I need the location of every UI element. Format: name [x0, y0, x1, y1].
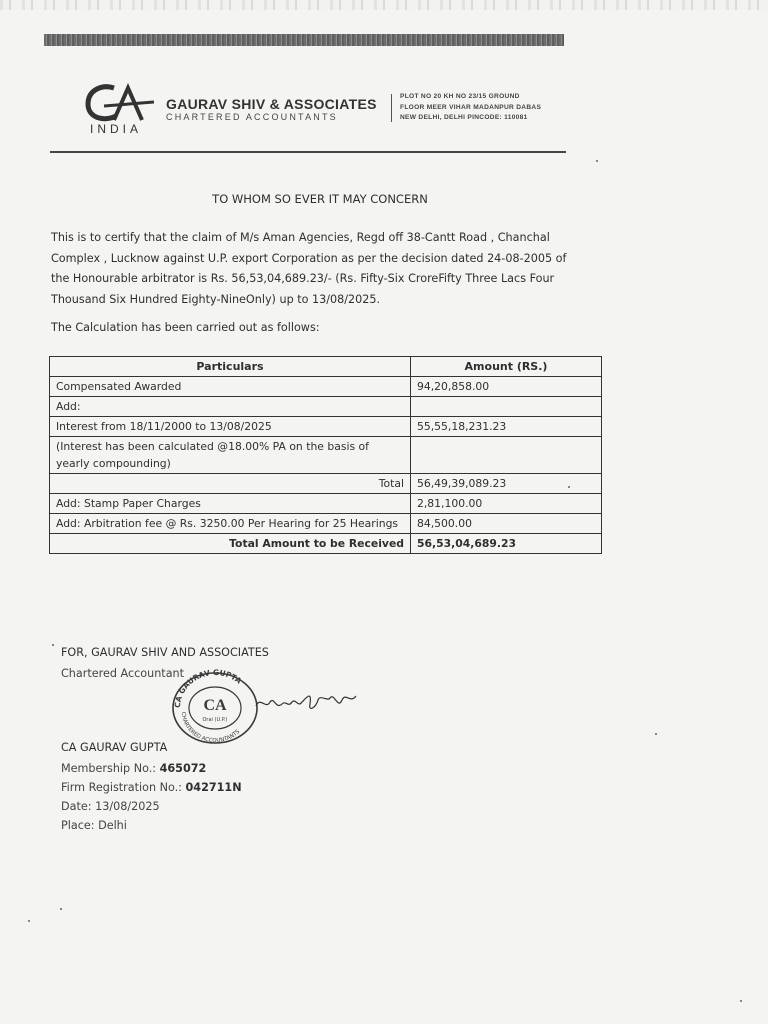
membership-number: 465072	[159, 762, 207, 775]
cell-particular: (Interest has been calculated @18.00% PA on the basis of yearly compounding)	[50, 437, 411, 474]
cell-amount: 56,53,04,689.23	[411, 534, 602, 554]
membership-label: Membership No.:	[61, 762, 157, 775]
address-line: PLOT NO 20 KH NO 23/15 GROUND	[400, 93, 520, 100]
firm-registration-line	[61, 781, 242, 794]
date-value: 13/08/2025	[95, 800, 160, 813]
table-row	[50, 397, 602, 417]
scan-speck	[52, 644, 54, 646]
header-rule	[50, 151, 566, 153]
logo-india-text: INDIA	[90, 122, 143, 136]
letterhead-divider	[391, 94, 392, 122]
scan-speck	[28, 920, 30, 922]
scan-speck	[60, 908, 62, 910]
firm-seal	[170, 668, 260, 744]
address-line: NEW DELHI, DELHI PINCODE: 110081	[400, 114, 528, 121]
seal-top-text: CA GAURAV GUPTA	[172, 668, 244, 709]
firm-name: GAURAV SHIV & ASSOCIATES	[166, 96, 377, 112]
scan-speck	[740, 1000, 742, 1002]
signature-text: Gaurav Gupta	[252, 680, 260, 681]
paragraph-line: Thousand Six Hundred Eighty-NineOnly) up to 13/08/2025.	[51, 292, 381, 306]
ca-logo	[84, 82, 156, 138]
cell-amount	[411, 437, 602, 474]
date-line	[61, 800, 160, 813]
table-row	[50, 534, 602, 554]
cell-particular: Add: Arbitration fee @ Rs. 3250.00 Per Hearing for 25 Hearings	[50, 514, 411, 534]
calculation-table	[49, 356, 602, 554]
ca-logo-text: CA	[84, 82, 86, 83]
scan-speck	[568, 486, 570, 488]
cell-particular: Compensated Awarded	[50, 377, 411, 397]
cell-amount: 84,500.00	[411, 514, 602, 534]
seal-ca-text: CA	[203, 697, 227, 714]
cell-particular: Add: Stamp Paper Charges	[50, 494, 411, 514]
paragraph-line: the Honourable arbitrator is Rs. 56,53,04,689.23/- (Rs. Fifty-Six CroreFifty Three Lacs Four	[51, 272, 555, 285]
paragraph-line: Complex , Lucknow against U.P. export Corporation as per the decision dated 24-08-2005 of	[51, 251, 567, 265]
cell-particular: Total Amount to be Received	[50, 534, 411, 554]
table-row	[50, 417, 602, 437]
scan-noise	[0, 0, 768, 10]
letterhead-top-band	[44, 34, 564, 46]
firm-address	[400, 92, 541, 124]
header-amount: Amount (RS.)	[411, 357, 602, 377]
firm-registration-number: 042711N	[185, 781, 242, 794]
cell-particular: Interest from 18/11/2000 to 13/08/2025	[50, 417, 411, 437]
certificate-paragraph	[51, 228, 611, 310]
cell-amount: 94,20,858.00	[411, 377, 602, 397]
calculation-intro: The Calculation has been carried out as follows:	[51, 321, 320, 334]
seal-bottom-text: CHARTERED ACCOUNTANTS	[179, 711, 242, 744]
cell-amount: 2,81,100.00	[411, 494, 602, 514]
table-row	[50, 514, 602, 534]
scan-speck	[655, 733, 657, 735]
address-line: FLOOR MEER VIHAR MADANPUR DABAS	[400, 103, 542, 111]
firm-registration-label: Firm Registration No.:	[61, 781, 182, 794]
cell-amount: 56,49,39,089.23	[411, 474, 602, 494]
place-label: Place:	[61, 819, 95, 832]
seal-city-text: Orai (U.P.)	[202, 717, 228, 723]
place-line	[61, 819, 127, 832]
table-row	[50, 377, 602, 397]
document-title	[0, 192, 640, 206]
ca-logo-mark	[84, 82, 154, 124]
cell-amount	[411, 397, 602, 417]
place-value: Delhi	[98, 819, 127, 832]
table-row	[50, 437, 602, 474]
table-header-row	[50, 357, 602, 377]
document-title-text: TO WHOM SO EVER IT MAY CONCERN	[212, 192, 428, 206]
for-firm-line: FOR, GAURAV SHIV AND ASSOCIATES	[61, 646, 269, 659]
date-label: Date:	[61, 800, 92, 813]
signatory-name: CA GAURAV GUPTA	[61, 741, 168, 754]
cell-amount: 55,55,18,231.23	[411, 417, 602, 437]
cell-particular: Add:	[50, 397, 411, 417]
designation-line: Chartered Accountant	[61, 667, 185, 680]
header-particulars: Particulars	[50, 357, 411, 377]
table-row	[50, 474, 602, 494]
cell-particular: Total	[50, 474, 411, 494]
scan-speck	[596, 160, 598, 162]
membership-line	[61, 762, 206, 775]
table-row	[50, 494, 602, 514]
firm-subtitle: CHARTERED ACCOUNTANTS	[166, 112, 338, 122]
paragraph-line: This is to certify that the claim of M/s Aman Agencies, Regd off 38-Cantt Road , Chanchal	[51, 231, 550, 244]
handwritten-signature	[252, 680, 364, 720]
